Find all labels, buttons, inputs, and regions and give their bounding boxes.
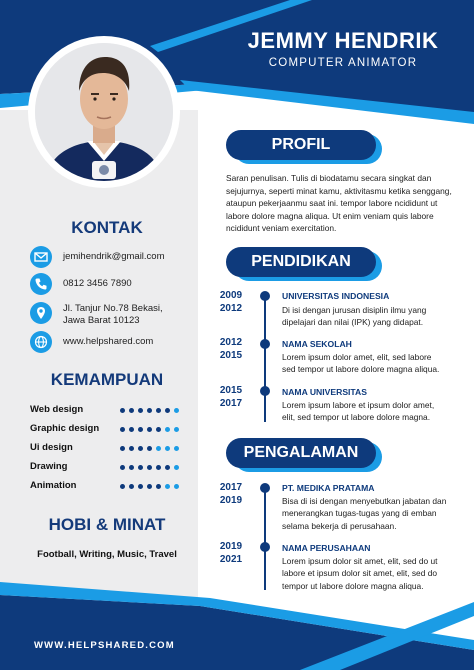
skill-dot — [120, 446, 125, 451]
year-start: 2017 — [219, 482, 243, 493]
contact-address-line2: Jawa Barat 10123 — [63, 315, 140, 326]
email-icon — [30, 246, 52, 268]
skill-dot — [120, 484, 125, 489]
skill-rating — [120, 427, 180, 433]
skill-dot — [138, 408, 143, 413]
pengalaman-heading: PENGALAMAN — [226, 438, 376, 468]
skill-dot — [156, 484, 161, 489]
year-end: 2019 — [219, 495, 243, 506]
person-portrait-icon — [35, 43, 173, 181]
skill-label: Ui design — [30, 442, 73, 453]
year-start: 2012 — [219, 337, 243, 348]
skill-dot — [138, 427, 143, 432]
year-end: 2021 — [219, 554, 243, 565]
location-icon — [30, 302, 52, 324]
skill-dot — [120, 408, 125, 413]
skill-dot — [165, 446, 170, 451]
phone-icon — [30, 273, 52, 295]
year-start: 2009 — [219, 290, 243, 301]
skill-rating — [120, 484, 180, 490]
profil-line: ncididunt veniam exercitation. — [226, 223, 337, 234]
globe-icon — [30, 331, 52, 353]
timeline-dot — [260, 386, 270, 396]
year-end: 2017 — [219, 398, 243, 409]
skill-dot — [165, 408, 170, 413]
contact-email-text: jemihendrik@gmail.com — [63, 251, 165, 262]
skill-rating — [120, 465, 180, 471]
skill-dot — [138, 446, 143, 451]
contact-phone-text: 0812 3456 7890 — [63, 278, 132, 289]
skill-dot — [174, 427, 179, 432]
exp-entry-text: Lorem ipsum dolor sit amet, elit, sed do ut labore et ipsum dolor sit amet, elit, sed do tempor ut labore dolore magna aliqua. — [282, 556, 438, 591]
skill-dot — [147, 446, 152, 451]
contact-website[interactable] — [30, 331, 210, 353]
skill-dot — [165, 465, 170, 470]
exp-year-range — [212, 481, 250, 507]
profil-line: sejujurnya, seperti minat kamu, aktivitasmu ketika senggang, — [226, 185, 452, 196]
skill-dot — [156, 427, 161, 432]
skill-dot — [129, 408, 134, 413]
skill-dot — [120, 427, 125, 432]
exp-entry-title: PT. MEDIKA PRATAMA — [282, 483, 375, 493]
skill-dot — [138, 484, 143, 489]
timeline-dot — [260, 542, 270, 552]
footer-website[interactable]: WWW.HELPSHARED.COM — [34, 640, 175, 651]
skill-dot — [174, 484, 179, 489]
skill-dot — [174, 446, 179, 451]
skill-dot — [147, 465, 152, 470]
edu-entry-title: UNIVERSITAS INDONESIA — [282, 291, 390, 301]
skill-label: Web design — [30, 404, 84, 415]
skill-dot — [174, 408, 179, 413]
skill-dot — [147, 484, 152, 489]
skill-label: Drawing — [30, 461, 68, 472]
timeline-dot — [260, 483, 270, 493]
skill-dot — [174, 465, 179, 470]
contact-heading: KONTAK — [71, 218, 143, 237]
profile-photo — [35, 43, 173, 181]
hobby-heading: HOBI & MINAT — [48, 515, 166, 534]
pendidikan-heading: PENDIDIKAN — [226, 247, 376, 277]
profil-text — [226, 172, 454, 235]
contact-phone[interactable] — [30, 273, 210, 295]
education-timeline — [264, 294, 266, 422]
skill-dot — [156, 408, 161, 413]
contact-email[interactable] — [30, 246, 210, 268]
skill-dot — [147, 427, 152, 432]
profil-line: Saran penulisan. Tulis di biodatamu secara singkat dan — [226, 173, 432, 183]
profil-line: labore dolore magna aliqua. Ut enim veniam quis labore — [226, 210, 434, 221]
skill-rating — [120, 408, 180, 414]
exp-entry-title: NAMA PERUSAHAAN — [282, 543, 371, 553]
skill-dot — [129, 465, 134, 470]
skills-heading: KEMAMPUAN — [50, 370, 164, 389]
skill-dot — [156, 446, 161, 451]
skill-dot — [156, 465, 161, 470]
exp-year-range — [212, 540, 250, 566]
edu-year-range — [212, 384, 250, 410]
hobby-list: Football, Writing, Music, Travel — [37, 549, 177, 560]
skill-dot — [165, 427, 170, 432]
year-end: 2015 — [219, 350, 243, 361]
timeline-dot — [260, 339, 270, 349]
edu-year-range — [212, 336, 250, 362]
skill-dot — [129, 484, 134, 489]
skill-dot — [138, 465, 143, 470]
timeline-dot — [260, 291, 270, 301]
skill-dot — [165, 484, 170, 489]
skill-dot — [129, 446, 134, 451]
year-start: 2015 — [219, 385, 243, 396]
profil-line: ataupun pekerjaanmu saat ini. tempor labore ncididunt ut — [226, 198, 438, 209]
profil-heading: PROFIL — [226, 130, 376, 160]
year-start: 2019 — [219, 541, 243, 552]
skill-rating — [120, 446, 180, 452]
skill-dot — [120, 465, 125, 470]
contact-address — [30, 302, 210, 330]
edu-entry-text: Lorem ipsum labore et ipsum dolor amet, elit, sed tempor ut labore dolore magna. — [282, 400, 435, 423]
edu-entry-text: Di isi dengan jurusan disiplin ilmu yang dipelajari dan nilai (IPK) yang didapat. — [282, 305, 427, 328]
edu-year-range — [212, 289, 250, 315]
year-end: 2012 — [219, 303, 243, 314]
contact-address-line1: Jl. Tanjur No.78 Bekasi, — [63, 303, 163, 314]
experience-timeline — [264, 486, 266, 590]
edu-entry-title: NAMA UNIVERSITAS — [282, 387, 367, 397]
skill-dot — [147, 408, 152, 413]
exp-entry-text: Bisa di isi dengan menyebutkan jabatan dan menerangkan tugas-tugas yang di emban selama bekerja di perusahaan. — [282, 496, 447, 531]
skill-dot — [129, 427, 134, 432]
contact-website-text: www.helpshared.com — [63, 336, 154, 347]
edu-entry-text: Lorem ipsum dolor amet, elit, sed labore sed tempor ut labore dolore magna aliqua. — [282, 352, 440, 375]
skill-label: Graphic design — [30, 423, 100, 434]
edu-entry-title: NAMA SEKOLAH — [282, 339, 352, 349]
job-title: COMPUTER ANIMATOR — [268, 57, 418, 69]
skill-label: Animation — [30, 480, 77, 491]
person-name: JEMMY HENDRIK — [247, 28, 439, 53]
